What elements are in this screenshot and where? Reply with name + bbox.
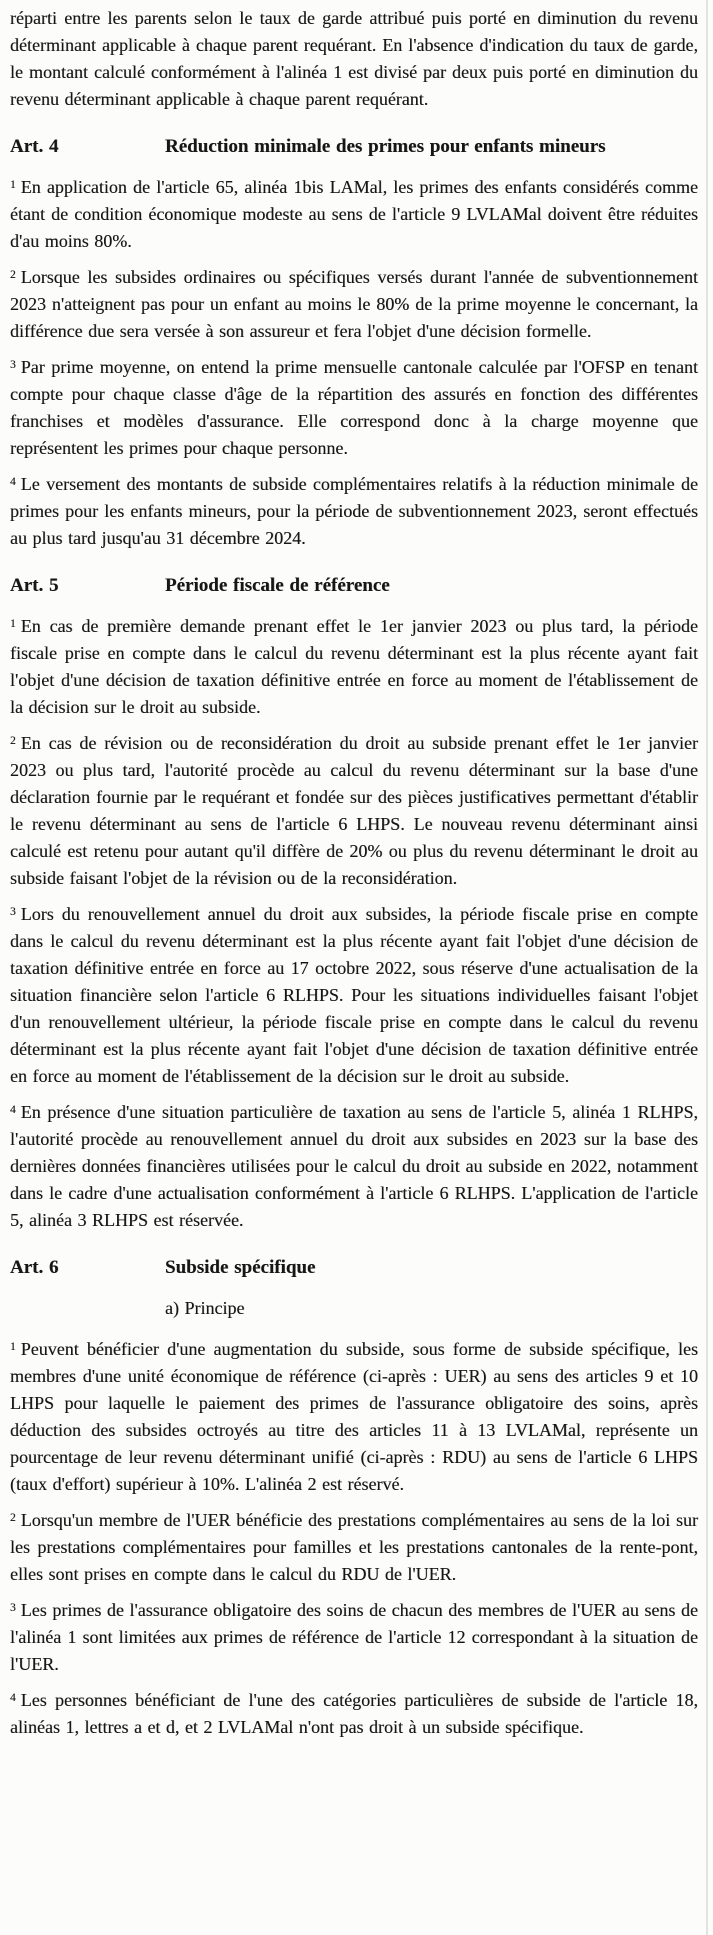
paragraph-text: Les primes de l'assurance obligatoire des soins de chacun des membres de l'UER au sens de l'alinéa 1 sont limitées aux primes de référence de l'article 12 correspondant à la situation de l'UER. [10,1600,698,1674]
article-6-paragraph-4 [10,1687,698,1741]
alinea-number: 1 [10,178,16,191]
paragraph-text: En application de l'article 65, alinéa 1bis LAMal, les primes des enfants considérés comme étant de condition économique modeste au sens de l'article 9 LVLAMal doivent être réduites d'au moins 80%. [10,177,698,251]
article-4-title: Réduction minimale des primes pour enfants mineurs [165,136,606,157]
paragraph-text: Lorsque les subsides ordinaires ou spécifiques versés durant l'année de subventionnement 2023 n'atteignent pas pour un enfant au moins le 80% de la prime moyenne le concernant, la différence due sera versée à son assureur et fera l'objet d'une décision formelle. [10,267,698,341]
paragraph-text: Les personnes bénéficiant de l'une des catégories particulières de subside de l'article 18, alinéas 1, lettres a et d, et 2 LVLAMal n'ont pas droit à un subside spécifique. [10,1690,698,1737]
alinea-number: 4 [10,475,16,488]
article-5-label: Art. 5 [10,575,59,596]
alinea-number: 4 [10,1691,16,1704]
article-4-paragraph-2 [10,264,698,345]
article-6-paragraph-1 [10,1336,698,1498]
article-5-paragraph-2 [10,730,698,892]
article-6-paragraph-3 [10,1597,698,1678]
alinea-number: 1 [10,1340,16,1353]
alinea-number: 3 [10,1601,16,1614]
alinea-number: 3 [10,358,16,371]
article-4-paragraph-3 [10,354,698,462]
article-5-heading [10,572,698,599]
article-5-paragraph-3 [10,901,698,1090]
paragraph-text: En cas de première demande prenant effet le 1er janvier 2023 ou plus tard, la période fiscale prise en compte dans le calcul du revenu déterminant est la plus récente ayant fait l'objet d'une décision de taxation définitive entrée en force au moment de l'établissement de la décision sur le droit au subside. [10,616,698,717]
article-6-label: Art. 6 [10,1257,59,1278]
article-5-paragraph-4 [10,1099,698,1234]
article-5-paragraph-1 [10,613,698,721]
article-6-subtitle: a) Principe [165,1298,245,1318]
article-4-label: Art. 4 [10,136,59,157]
paragraph-text: Le versement des montants de subside complémentaires relatifs à la réduction minimale de primes pour les enfants mineurs, pour la période de subventionnement 2023, seront effectués au plus tard jusqu'au 31 décembre 2024. [10,474,698,548]
alinea-number: 4 [10,1103,16,1116]
article-5-title: Période fiscale de référence [165,575,390,596]
paragraph-text: réparti entre les parents selon le taux de garde attribué puis porté en diminution du revenu déterminant applicable à chaque parent requérant. En l'absence d'indication du taux de garde, le montant calculé conformément à l'alinéa 1 est divisé par deux puis porté en diminution du revenu déterminant applicable à chaque parent requérant. [10,8,698,109]
paragraph-text: En cas de révision ou de reconsidération du droit au subside prenant effet le 1er janvier 2023 ou plus tard, l'autorité procède au calcul du revenu déterminant sur la base d'une déclaration fournie par le requérant et fondée sur des pièces justificatives permettant d'établir le revenu déterminant au sens de l'article 6 LHPS. Le nouveau revenu déterminant ainsi calculé est retenu pour autant qu'il diffère de 20% ou plus du revenu déterminant le droit au subside faisant l'objet de la révision ou de la reconsidération. [10,733,698,888]
alinea-number: 2 [10,268,16,281]
article-6-heading [10,1254,698,1281]
continuation-paragraph [10,5,698,113]
article-4-heading [10,133,698,160]
alinea-number: 1 [10,617,16,630]
paragraph-text: Lors du renouvellement annuel du droit aux subsides, la période fiscale prise en compte dans le calcul du revenu déterminant est la plus récente ayant fait l'objet d'une décision de taxation définitive entrée en force au 17 octobre 2022, sous réserve d'une actualisation de la situation financière selon l'article 6 RLHPS. Pour les situations individuelles faisant l'objet d'un renouvellement ultérieur, la période fiscale prise en compte dans le calcul du revenu déterminant est la plus récente ayant fait l'objet d'une décision de taxation définitive entrée en force au moment de l'établissement de la décision sur le droit au subside. [10,904,698,1086]
article-6-paragraph-2 [10,1507,698,1588]
article-4-paragraph-4 [10,471,698,552]
alinea-number: 2 [10,734,16,747]
paragraph-text: Lorsqu'un membre de l'UER bénéficie des prestations complémentaires au sens de la loi sur les prestations complémentaires pour familles et les prestations cantonales de la rente-pont, elles sont prises en compte dans le calcul du RDU de l'UER. [10,1510,698,1584]
alinea-number: 3 [10,905,16,918]
paragraph-text: En présence d'une situation particulière de taxation au sens de l'article 5, alinéa 1 RLHPS, l'autorité procède au renouvellement annuel du droit aux subsides en 2023 sur la base des dernières données financières utilisées pour le calcul du droit au subside en 2022, notamment dans le cadre d'une actualisation conformément à l'article 6 RLHPS. L'application de l'article 5, alinéa 3 RLHPS est réservée. [10,1102,698,1230]
paragraph-text: Par prime moyenne, on entend la prime mensuelle cantonale calculée par l'OFSP en tenant compte pour chaque classe d'âge de la répartition des assurés en fonction des différentes franchises et modèles d'assurance. Elle correspond donc à la charge moyenne que représentent les primes pour chaque personne. [10,357,698,458]
article-6-title: Subside spécifique [165,1257,316,1278]
scan-edge-artifact [706,0,708,1935]
article-4-paragraph-1 [10,174,698,255]
alinea-number: 2 [10,1511,16,1524]
paragraph-text: Peuvent bénéficier d'une augmentation du subside, sous forme de subside spécifique, les membres d'une unité économique de référence (ci-après : UER) au sens des articles 9 et 10 LHPS pour laquelle le paiement des primes de l'assurance obligatoire des soins, après déduction des subsides octroyés au titre des articles 11 à 13 LVLAMal, représente un pourcentage de leur revenu déterminant unifié (ci-après : RDU) au sens de l'article 6 LHPS (taux d'effort) supérieur à 10%. L'alinéa 2 est réservé. [10,1339,698,1494]
